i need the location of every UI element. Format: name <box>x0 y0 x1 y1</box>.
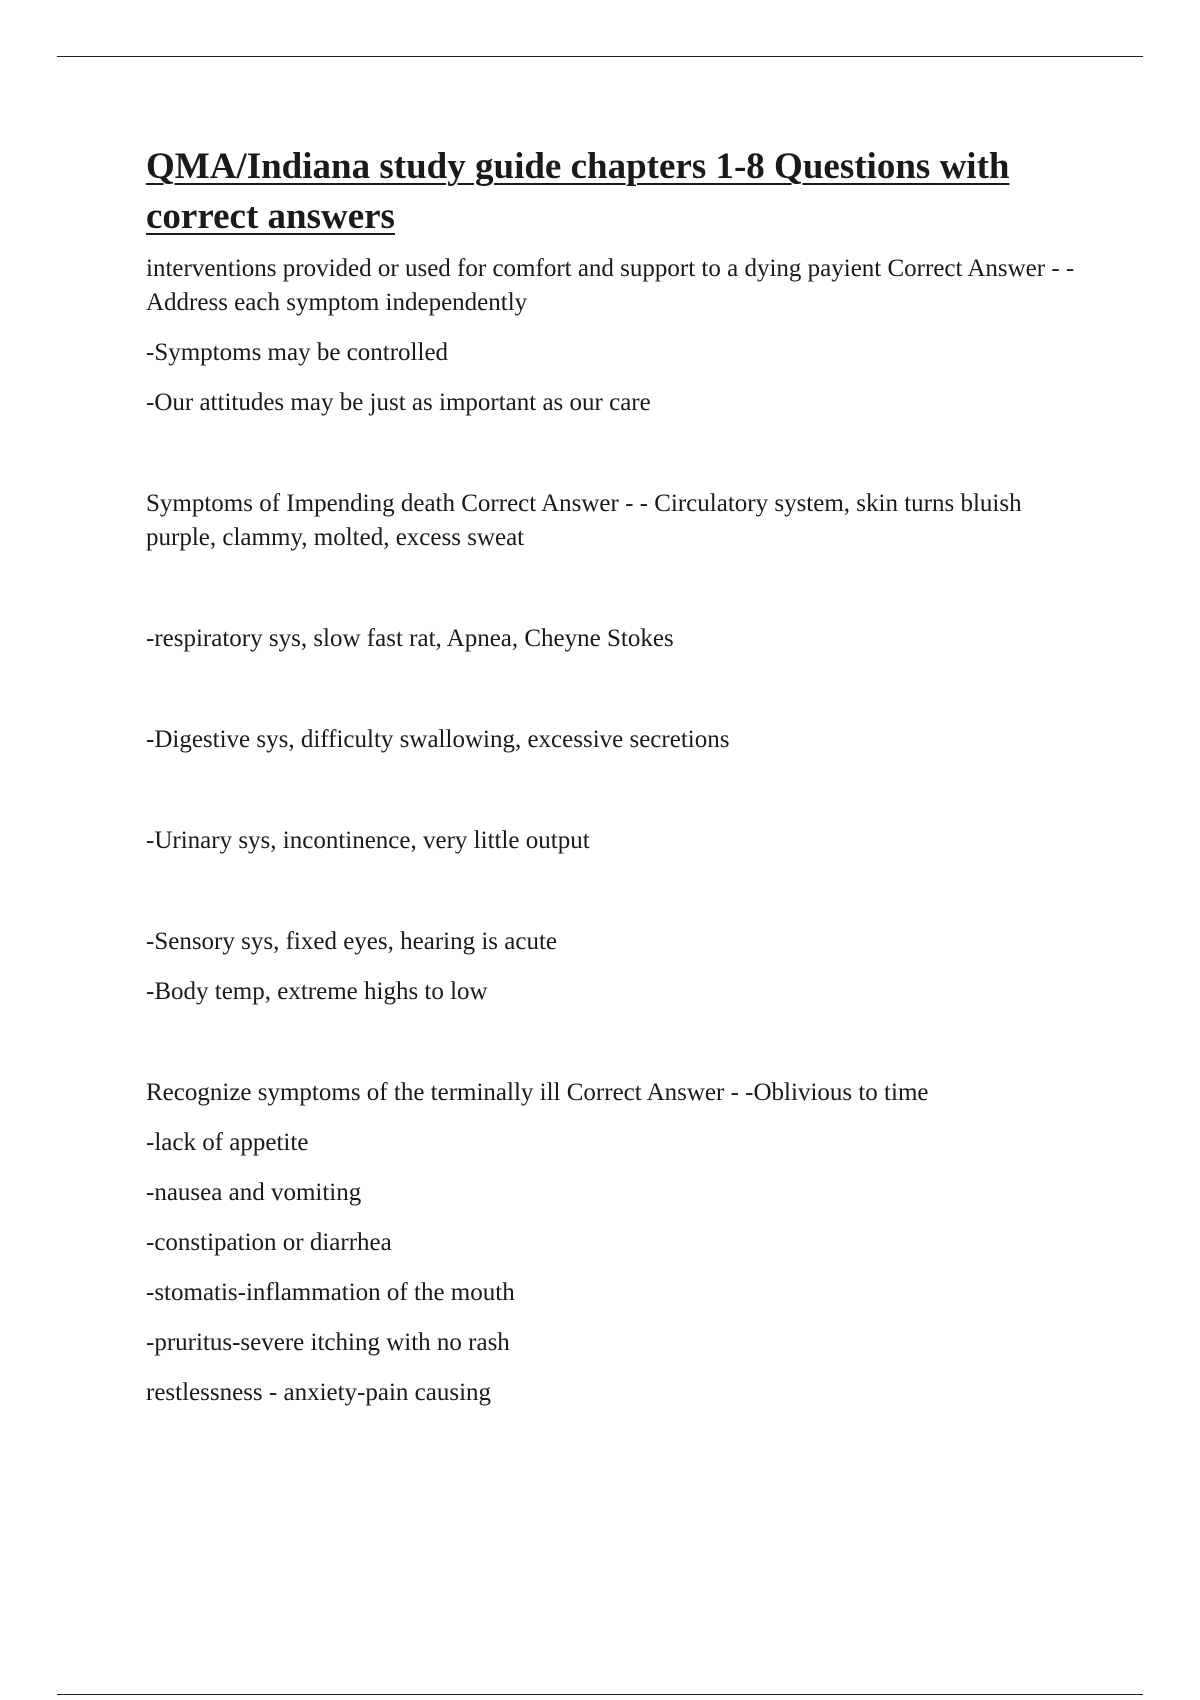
qa-line: -respiratory sys, slow fast rat, Apnea, Cheyne Stokes <box>146 625 674 652</box>
qa-line: interventions provided or used for comfort and support to a dying payient Correct Answer - -Address each symptom independently <box>146 255 1075 316</box>
qa-line: -Sensory sys, fixed eyes, hearing is acute <box>146 928 557 955</box>
qa-list <box>146 252 1096 1410</box>
document-title: QMA/Indiana study guide chapters 1-8 Questions with correct answers <box>146 146 1010 237</box>
qa-line: restlessness - anxiety-pain causing <box>146 1379 492 1406</box>
qa-line: -lack of appetite <box>146 1129 309 1156</box>
qa-line: -Body temp, extreme highs to low <box>146 978 488 1005</box>
qa-line: -stomatis-inflammation of the mouth <box>146 1279 515 1306</box>
qa-line: -Urinary sys, incontinence, very little output <box>146 827 590 854</box>
qa-line: -Digestive sys, difficulty swallowing, excessive secretions <box>146 726 730 753</box>
bottom-rule <box>57 1694 1143 1695</box>
qa-line: -pruritus-severe itching with no rash <box>146 1329 510 1356</box>
top-rule <box>57 56 1143 57</box>
document-body <box>146 142 1096 1410</box>
qa-line: -constipation or diarrhea <box>146 1229 392 1256</box>
qa-line: -nausea and vomiting <box>146 1179 362 1206</box>
qa-line: -Symptoms may be controlled <box>146 339 449 366</box>
qa-line: Recognize symptoms of the terminally ill Correct Answer - -Oblivious to time <box>146 1079 929 1106</box>
qa-line: Symptoms of Impending death Correct Answer - - Circulatory system, skin turns bluish purple, clammy, molted, excess sweat <box>146 490 1028 551</box>
qa-line: -Our attitudes may be just as important as our care <box>146 389 651 416</box>
